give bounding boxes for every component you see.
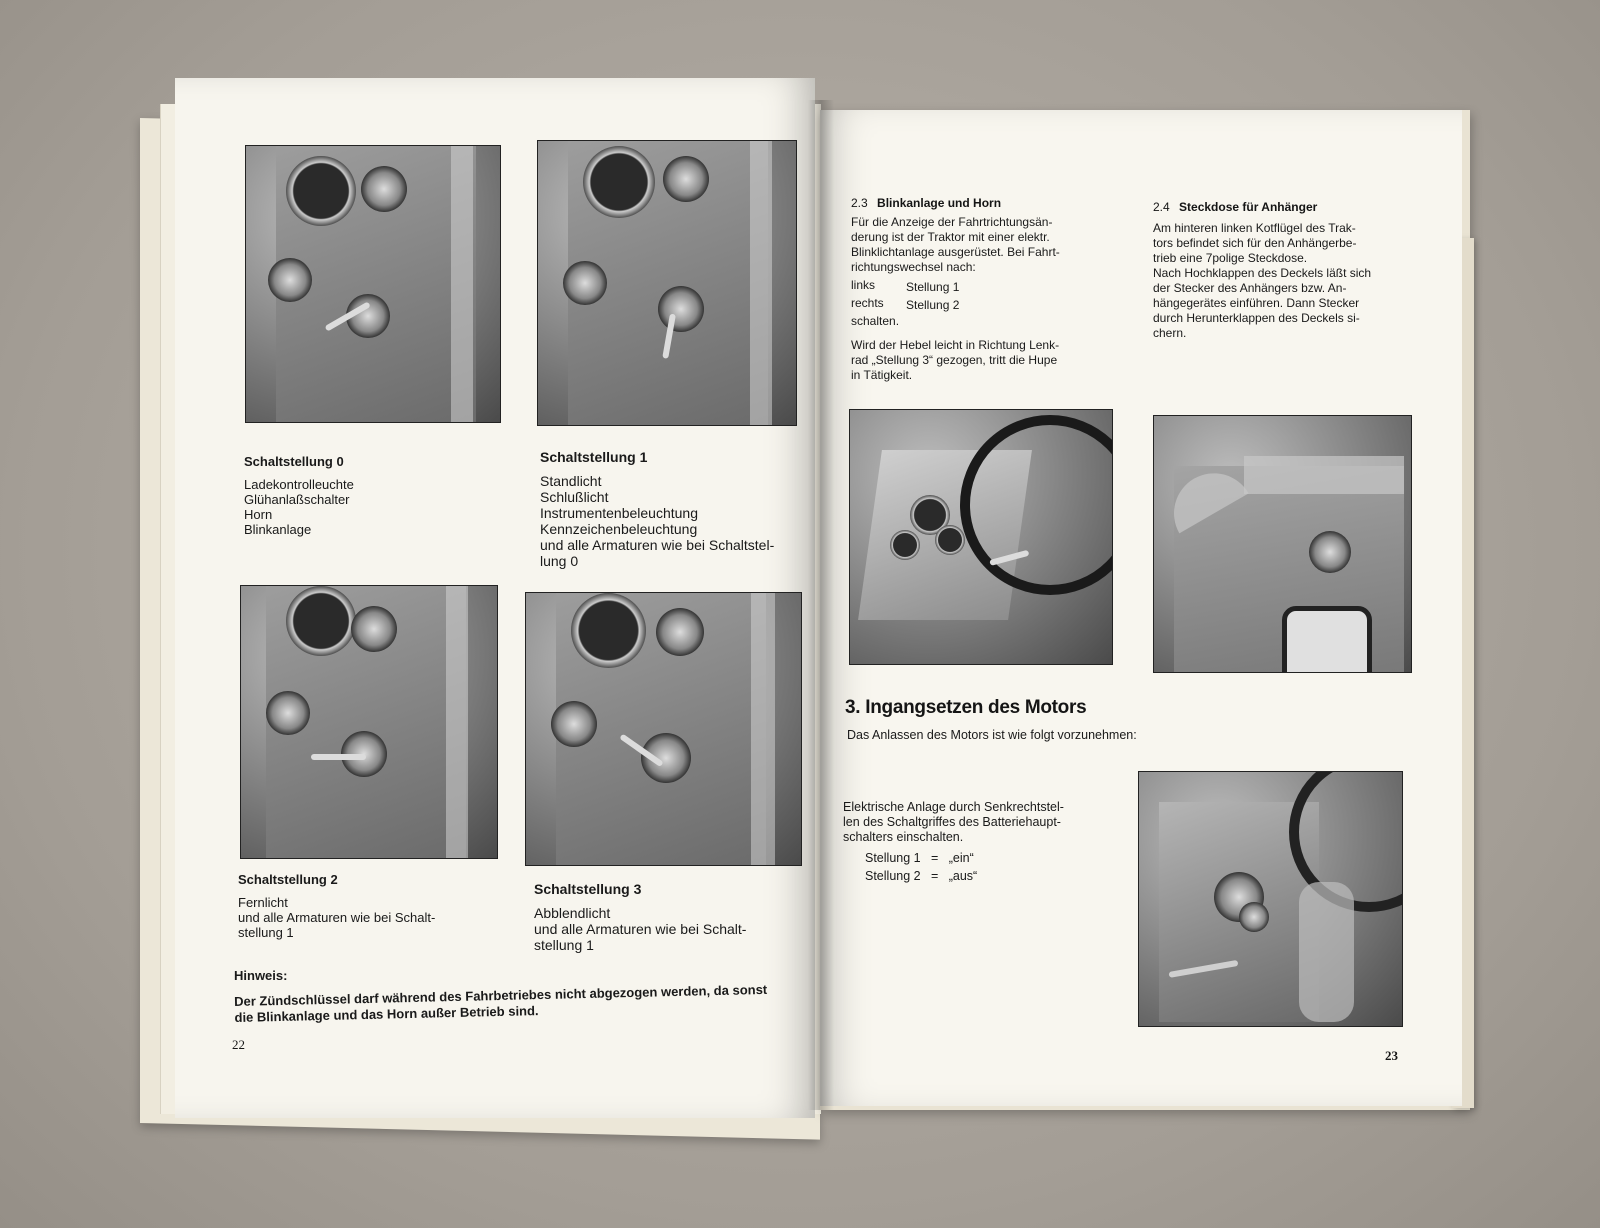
section-2-3-number: 2.3 (851, 196, 868, 210)
section-3-position-1: Stellung 1 = „ein“ (865, 851, 974, 865)
caption-items-s2: Fernlicht und alle Armaturen wie bei Schalt- stellung 1 (238, 895, 436, 940)
section-2-4-text: Am hinteren linken Kotflügel des Trak- tors befindet sich für den Anhängerbe- trieb eine 7polige Steckdose. Nach Hochklappen des Deckels läßt sich der Stecker des Anhängers bzw. An- hängegerätes einführen. Dann Stecker durch Herunterklappen des Deckels si- chern. (1153, 221, 1372, 340)
caption-items-s0: Ladekontrolleuchte Glühanlaßschalter Horn Blinkanlage (244, 477, 354, 537)
photo-switch-position-1 (537, 140, 797, 426)
caption-items-s1: Standlicht Schlußlicht Instrumentenbeleuchtung Kennzeichenbeleuchtung und alle Armaturen wie bei Schaltstel- lung 0 (540, 473, 775, 569)
caption-title-s1: Schaltstellung 1 (540, 449, 648, 465)
section-3-position-2: Stellung 2 = „aus“ (865, 869, 978, 883)
page-number-right: 23 (1385, 1048, 1398, 1063)
section-2-3-text2: Wird der Hebel leicht in Richtung Lenk- rad „Stellung 3“ gezogen, tritt die Hupe in Tätigkeit. (851, 338, 1060, 382)
note-text: Der Zündschlüssel darf während des Fahrbetriebes nicht abgezogen werden, da sonst die Blinkanlage und das Horn außer Betrieb sind. (234, 981, 768, 1025)
photo-battery-switch (1138, 771, 1403, 1027)
section-2-4-heading (1153, 200, 1317, 215)
section-2-3-row3: schalten. (851, 314, 900, 328)
caption-title-s0: Schaltstellung 0 (244, 454, 344, 469)
section-2-3-row1-left: links (851, 278, 876, 292)
photo-switch-position-2 (240, 585, 498, 859)
caption-title-s2: Schaltstellung 2 (238, 872, 338, 887)
section-2-3-row1-right: Stellung 1 (906, 280, 960, 294)
book-gutter (808, 100, 834, 1110)
photo-switch-position-3 (525, 592, 802, 866)
section-3-title: 3. Ingangsetzen des Motors (845, 697, 1087, 718)
section-2-3-text1: Für die Anzeige der Fahrtrichtungsän- derung ist der Traktor mit einer elektr. Blinklichtanlage ausgerüstet. Bei Fahrt- richtungswechsel nach: (851, 215, 1060, 274)
section-2-3-heading (851, 196, 1001, 211)
photo-trailer-socket (1153, 415, 1412, 673)
section-3-intro: Das Anlassen des Motors ist wie folgt vorzunehmen: (847, 728, 1137, 742)
photo-switch-position-0 (245, 145, 501, 423)
note-title: Hinweis: (234, 968, 288, 983)
section-2-3-row2-right: Stellung 2 (906, 298, 960, 312)
section-2-4-title: Steckdose für Anhänger (1179, 200, 1318, 214)
caption-items-s3: Abblendlicht und alle Armaturen wie bei Schalt- stellung 1 (534, 905, 747, 953)
section-3-text: Elektrische Anlage durch Senkrechtstel- len des Schaltgriffes des Batteriehaupt- schalters einschalten. (843, 800, 1064, 844)
page-number-left: 22 (232, 1037, 245, 1052)
section-2-3-title: Blinkanlage und Horn (877, 196, 1002, 210)
caption-title-s3: Schaltstellung 3 (534, 881, 642, 897)
section-2-4-number: 2.4 (1153, 200, 1170, 214)
photo-dashboard-steering (849, 409, 1113, 665)
section-2-3-row2-left: rechts (851, 296, 884, 310)
